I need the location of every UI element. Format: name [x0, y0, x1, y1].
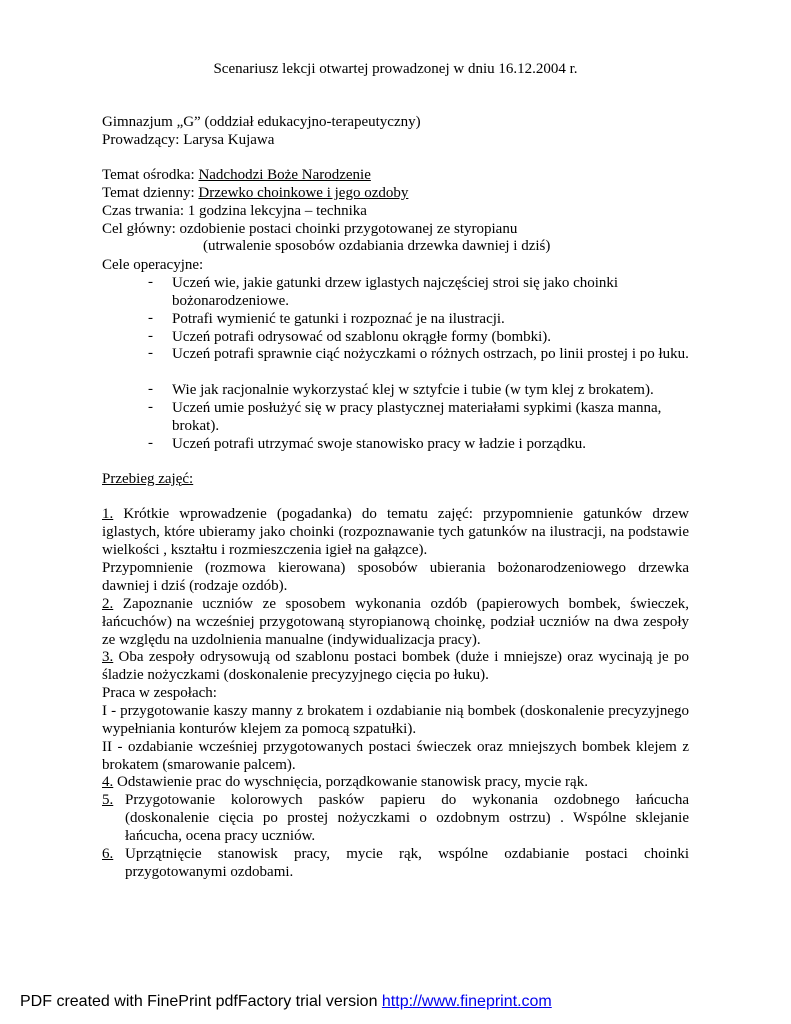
group-2: II - ozdabianie wcześniej przygotowanych postaci świeczek oraz mniejszych bombek klejem z brokatem (smarowanie palcem).	[102, 739, 689, 773]
list-bullet: -	[148, 274, 153, 290]
list-bullet: -	[148, 345, 153, 361]
list-bullet: -	[148, 381, 153, 397]
document-title: Scenariusz lekcji otwartej prowadzonej w dniu 16.12.2004 r.	[213, 61, 578, 77]
main-goal-line: Cel główny: ozdobienie postaci choinki przygotowanej ze styropianu	[102, 221, 518, 237]
duration-line: Czas trwania: 1 godzina lekcyjna – technika	[102, 203, 367, 219]
step-6-number: 6.	[102, 846, 114, 862]
step-1-number: 1.	[102, 506, 114, 522]
group-1: I - przygotowanie kaszy manny z brokatem i ozdabianie nią bombek (doskonalenie precyzyjnego wypełniania konturów klejem za pomocą szpatułki).	[102, 703, 689, 737]
pdf-footer	[20, 993, 552, 1011]
list-item: Uczeń wie, jakie gatunki drzew iglastych najczęściej stroi się jako choinki bożonarodzeniowe.	[172, 275, 619, 309]
topic-day-label: Temat dzienny:	[102, 185, 199, 201]
step-3-number: 3.	[102, 649, 114, 665]
step-4	[102, 773, 689, 791]
main-goal-continuation: (utrwalenie sposobów ozdabiania drzewka dawniej i dziś)	[203, 238, 551, 254]
topic-center-line	[102, 166, 371, 184]
step-1-text: Krótkie wprowadzenie (pogadanka) do tematu zajęć: przypomnienie gatunków drzew iglastych, które ubieramy jako choinki (rozpoznawanie tych gatunków na ilustracji, na podstawie wielkości , kształtu i rozmieszczenia igieł na gałązce).	[102, 506, 689, 558]
step-2	[102, 595, 689, 649]
step-2-text: Zapoznanie uczniów ze sposobem wykonania ozdób (papierowych bombek, świeczek, łańcuchów) na wcześniej przygotowaną styropianową choinkę, podział uczniów na dwa zespoły ze względu na uzdolnienia manualne (indywidualizacja pracy).	[102, 596, 689, 648]
step-4-number: 4.	[102, 774, 114, 790]
step-3	[102, 648, 689, 684]
course-heading: Przebieg zajęć:	[102, 471, 194, 487]
teacher-line: Prowadzący: Larysa Kujawa	[102, 132, 275, 148]
school-line: Gimnazjum „G” (oddział edukacyjno-terapeutyczny)	[102, 114, 421, 130]
step-5-text: Przygotowanie kolorowych pasków papieru do wykonania ozdobnego łańcucha (doskonalenie cięcia po prostej nożyczkami o ozdobnym ostrzu) . Wspólne sklejanie łańcucha, ocena pracy uczniów.	[125, 792, 689, 844]
list-item: Uczeń umie posłużyć się w pracy plastycznej materiałami sypkimi (kasza manna, brokat).	[172, 400, 662, 434]
groups-heading: Praca w zespołach:	[102, 685, 217, 701]
step-3-text: Oba zespoły odrysowują od szablonu postaci bombek (duże i mniejsze) oraz wycinają je po śladzie nożyczkami (doskonalenie precyzyjnego cięcia po łuku).	[102, 649, 689, 683]
list-item: Uczeń potrafi utrzymać swoje stanowisko pracy w ładzie i porządku.	[172, 436, 587, 452]
list-bullet: -	[148, 310, 153, 326]
list-item: Potrafi wymienić te gatunki i rozpoznać je na ilustracji.	[172, 311, 505, 327]
footer-text: PDF created with FinePrint pdfFactory trial version	[20, 993, 382, 1010]
topic-day-value: Drzewko choinkowe i jego ozdoby	[198, 185, 409, 201]
step-1	[102, 505, 689, 559]
footer-link[interactable]: http://www.fineprint.com	[381, 993, 552, 1010]
topic-day-line	[102, 184, 408, 202]
list-bullet: -	[148, 328, 153, 344]
step-4-text: Odstawienie prac do wyschnięcia, porządkowanie stanowisk pracy, mycie rąk.	[113, 774, 588, 790]
list-item: Uczeń potrafi sprawnie ciąć nożyczkami o różnych ostrzach, po linii prostej i po łuku.	[172, 346, 689, 362]
topic-center-label: Temat ośrodka:	[102, 167, 199, 183]
list-bullet: -	[148, 399, 153, 415]
step-2-number: 2.	[102, 596, 114, 612]
list-bullet: -	[148, 435, 153, 451]
list-item: Wie jak racjonalnie wykorzystać klej w sztyfcie i tubie (w tym klej z brokatem).	[172, 382, 654, 398]
topic-center-value: Nadchodzi Boże Narodzenie	[198, 167, 371, 183]
step-1-extra: Przypomnienie (rozmowa kierowana) sposobów ubierania bożonarodzeniowego drzewka dawniej i dziś (rodzaje ozdób).	[102, 560, 689, 594]
list-item: Uczeń potrafi odrysować od szablonu okrągłe formy (bombki).	[172, 329, 552, 345]
step-6-text: Uprzątnięcie stanowisk pracy, mycie rąk, wspólne ozdabianie postaci choinki przygotowanymi ozdobami.	[125, 846, 689, 880]
step-5-number: 5.	[102, 792, 114, 808]
goals-heading: Cele operacyjne:	[102, 257, 204, 273]
